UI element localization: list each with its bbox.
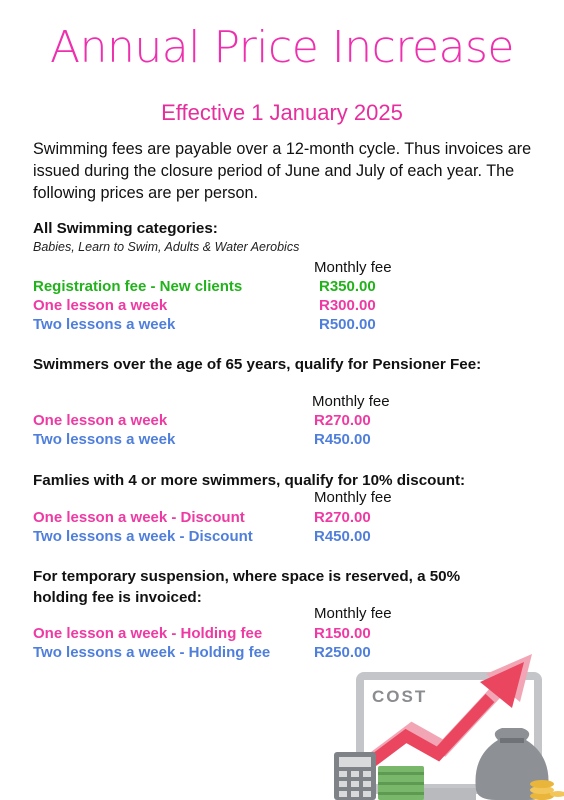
intro-paragraph: Swimming fees are payable over a 12-month cycle. Thus invoices are issued during the closure period of June and July of each year. The following prices are per person. [33,140,532,202]
row-label-holding-two: Two lessons a week - Holding fee [33,644,271,661]
row-label-holding-one: One lesson a week - Holding fee [33,625,263,642]
row-label-discount-two: Two lessons a week - Discount [33,528,253,545]
row-value-registration: R350.00 [319,278,376,295]
row-label-pensioner-two: Two lessons a week [33,431,176,448]
calculator-icon [334,752,376,800]
coins-icon [530,780,564,800]
cost-label: COST [372,687,428,706]
row-value-two-lessons: R500.00 [319,316,376,333]
row-label-discount-one: One lesson a week - Discount [33,509,245,526]
row-value-holding-one: R150.00 [314,625,371,642]
section-heading-families: Famlies with 4 or more swimmers, qualify for 10% discount: [33,472,466,489]
row-value-one-lesson: R300.00 [319,297,376,314]
row-label-two-lessons: Two lessons a week [33,316,176,333]
row-label-pensioner-one: One lesson a week [33,412,168,429]
banknotes-icon [378,766,424,800]
section-heading-pensioner: Swimmers over the age of 65 years, qualify for Pensioner Fee: [33,356,482,373]
row-value-pensioner-two: R450.00 [314,431,371,448]
monthly-fee-label: Monthly fee [312,393,390,410]
row-value-discount-two: R450.00 [314,528,371,545]
monthly-fee-label: Monthly fee [314,605,392,622]
row-label-one-lesson: One lesson a week [33,297,168,314]
section-heading-suspension: For temporary suspension, where space is reserved, a 50% holding fee is invoiced: [33,568,461,606]
row-value-pensioner-one: R270.00 [314,412,371,429]
effective-date: Effective 1 January 2025 [161,100,403,125]
row-label-registration: Registration fee - New clients [33,278,243,295]
cost-increase-illustration [330,640,564,800]
row-value-discount-one: R270.00 [314,509,371,526]
page-title: Annual Price Increase [50,22,514,73]
monthly-fee-label: Monthly fee [314,259,392,276]
monthly-fee-label: Monthly fee [314,489,392,506]
row-value-holding-two: R250.00 [314,644,371,661]
section-subheading-categories: Babies, Learn to Swim, Adults & Water Aerobics [33,240,300,254]
section-heading-all-categories: All Swimming categories: [33,220,218,237]
